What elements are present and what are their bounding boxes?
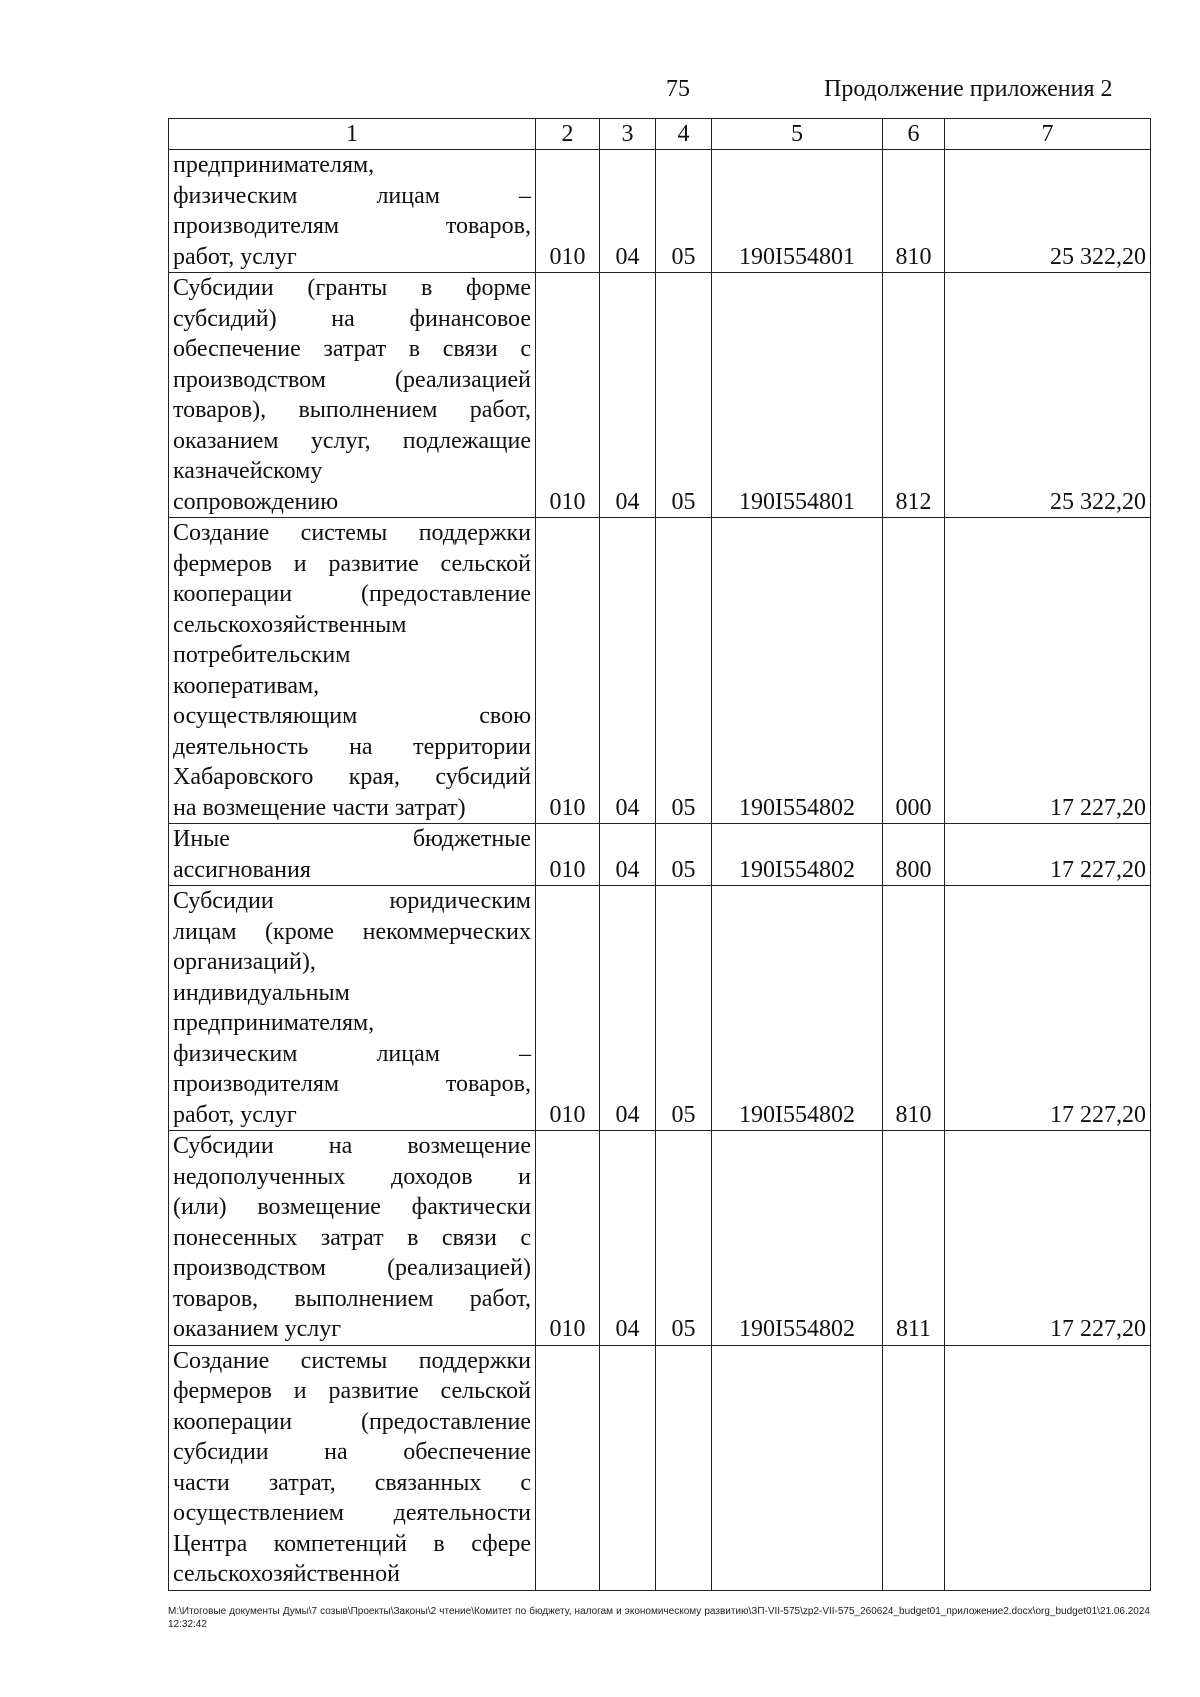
row-description [169, 886, 536, 1131]
table-row [169, 886, 1151, 1131]
cell-code-3 [600, 1345, 656, 1590]
description-line: понесенных затрат в связи с [173, 1224, 531, 1251]
description-line: Хабаровского края, субсидий [173, 764, 531, 790]
description-line: Субсидии на возмещение [173, 1133, 531, 1159]
description-line: Создание системы поддержки [173, 1347, 531, 1374]
column-header-6: 6 [883, 119, 945, 150]
description-line: части затрат, связанных с [173, 1469, 531, 1496]
table-row [169, 273, 1151, 518]
cell-code-2: 010 [536, 150, 600, 273]
cell-amount: 17 227,20 [945, 1131, 1151, 1346]
cell-expense-type: 810 [883, 150, 945, 273]
column-header-7: 7 [945, 119, 1151, 150]
cell-amount: 17 227,20 [945, 886, 1151, 1131]
cell-code-3: 04 [600, 273, 656, 518]
cell-code-4: 05 [656, 518, 712, 824]
description-line: осуществлением деятельности [173, 1500, 531, 1526]
cell-code-2: 010 [536, 886, 600, 1131]
cell-code-3: 04 [600, 824, 656, 886]
description-line: сельскохозяйственным [173, 611, 407, 638]
document-file-path: M:\Итоговые документы Думы\7 созыв\Проекты\Законы\2 чтение\Комитет по бюджету, налогам и экономическому развитию\ЗП-VII-575\zp2-VII-575_260624_budget01_приложение2.docx\org_budget01\21.06.2024 12:32:42 [168, 1606, 1150, 1630]
continuation-heading: Продолжение приложения 2 [824, 76, 1113, 102]
description-line: Иные бюджетные [173, 826, 531, 852]
cell-code-2: 010 [536, 518, 600, 824]
cell-expense-type: 812 [883, 273, 945, 518]
description-line: субсидии на обеспечение [173, 1439, 531, 1465]
description-line: Центра компетенций в сфере [173, 1530, 531, 1557]
row-description [169, 824, 536, 886]
description-line: сельскохозяйственной [173, 1561, 400, 1587]
description-line: производителям товаров, [173, 1071, 531, 1097]
description-line: производством (реализацией) [173, 1255, 531, 1281]
description-line: предпринимателям, [173, 152, 375, 178]
cell-expense-type [883, 1345, 945, 1590]
column-header-3: 3 [600, 119, 656, 150]
cell-amount [945, 1345, 1151, 1590]
cell-target-article: 190I554802 [712, 824, 883, 886]
row-description [169, 518, 536, 824]
table-row [169, 150, 1151, 273]
description-line: фермеров и развитие сельской [173, 1378, 531, 1404]
cell-amount: 25 322,20 [945, 150, 1151, 273]
cell-code-4 [656, 1345, 712, 1590]
table-row [169, 518, 1151, 824]
row-description [169, 1345, 536, 1590]
description-line: субсидий) на финансовое [173, 305, 531, 332]
row-description [169, 273, 536, 518]
cell-code-3: 04 [600, 150, 656, 273]
cell-code-4: 05 [656, 824, 712, 886]
description-line: казначейскому [173, 458, 323, 484]
column-header-5: 5 [712, 119, 883, 150]
cell-code-4: 05 [656, 273, 712, 518]
cell-code-2: 010 [536, 1131, 600, 1346]
budget-table [168, 118, 1151, 1591]
description-line: фермеров и развитие сельской [173, 550, 531, 577]
column-number-header-row [169, 119, 1151, 150]
cell-target-article: 190I554802 [712, 1131, 883, 1346]
cell-code-3: 04 [600, 518, 656, 824]
description-line: кооперации (предоставление [173, 1408, 531, 1435]
description-line: работ, услуг [173, 1101, 297, 1128]
cell-code-4: 05 [656, 150, 712, 273]
description-line: (или) возмещение фактически [173, 1194, 531, 1220]
cell-target-article: 190I554802 [712, 518, 883, 824]
cell-target-article: 190I554801 [712, 150, 883, 273]
description-line: осуществляющим свою [173, 703, 531, 729]
table-row [169, 1131, 1151, 1346]
description-line: на возмещение части затрат) [173, 794, 466, 821]
column-header-4: 4 [656, 119, 712, 150]
cell-target-article: 190I554801 [712, 273, 883, 518]
description-line: предпринимателям, [173, 1010, 375, 1036]
description-line: физическим лицам – [173, 182, 531, 209]
row-description [169, 150, 536, 273]
cell-expense-type: 811 [883, 1131, 945, 1346]
cell-amount: 17 227,20 [945, 824, 1151, 886]
cell-code-3: 04 [600, 886, 656, 1131]
description-line: ассигнования [173, 856, 311, 883]
description-line: оказанием услуг [173, 1316, 342, 1342]
page-number: 75 [666, 76, 690, 102]
cell-code-4: 05 [656, 1131, 712, 1346]
description-line: Субсидии (гранты в форме [173, 275, 531, 301]
cell-amount: 25 322,20 [945, 273, 1151, 518]
description-line: Субсидии юридическим [173, 888, 531, 914]
description-line: оказанием услуг, подлежащие [173, 427, 531, 454]
cell-code-3: 04 [600, 1131, 656, 1346]
cell-code-2: 010 [536, 273, 600, 518]
cell-target-article [712, 1345, 883, 1590]
cell-code-2: 010 [536, 824, 600, 886]
description-line: обеспечение затрат в связи с [173, 336, 531, 362]
description-line: кооперативам, [173, 672, 320, 699]
cell-amount: 17 227,20 [945, 518, 1151, 824]
row-description [169, 1131, 536, 1346]
description-line: недополученных доходов и [173, 1163, 531, 1190]
description-line: товаров), выполнением работ, [173, 397, 531, 423]
description-line: кооперации (предоставление [173, 581, 531, 607]
description-line: лицам (кроме некоммерческих [173, 918, 531, 945]
cell-expense-type: 800 [883, 824, 945, 886]
column-header-1: 1 [169, 119, 536, 150]
description-line: физическим лицам – [173, 1040, 531, 1067]
description-line: работ, услуг [173, 243, 297, 270]
description-line: индивидуальным [173, 979, 350, 1006]
cell-code-2 [536, 1345, 600, 1590]
description-line: производством (реализацией [173, 366, 531, 393]
description-line: деятельность на территории [173, 733, 531, 760]
cell-code-4: 05 [656, 886, 712, 1131]
cell-expense-type: 000 [883, 518, 945, 824]
description-line: сопровождению [173, 488, 339, 515]
table-row [169, 1345, 1151, 1590]
cell-expense-type: 810 [883, 886, 945, 1131]
table-row [169, 824, 1151, 886]
cell-target-article: 190I554802 [712, 886, 883, 1131]
description-line: товаров, выполнением работ, [173, 1285, 531, 1312]
description-line: Создание системы поддержки [173, 520, 531, 546]
column-header-2: 2 [536, 119, 600, 150]
description-line: организаций), [173, 949, 316, 975]
table-body [169, 150, 1151, 1591]
description-line: производителям товаров, [173, 213, 531, 239]
description-line: потребительским [173, 642, 351, 668]
